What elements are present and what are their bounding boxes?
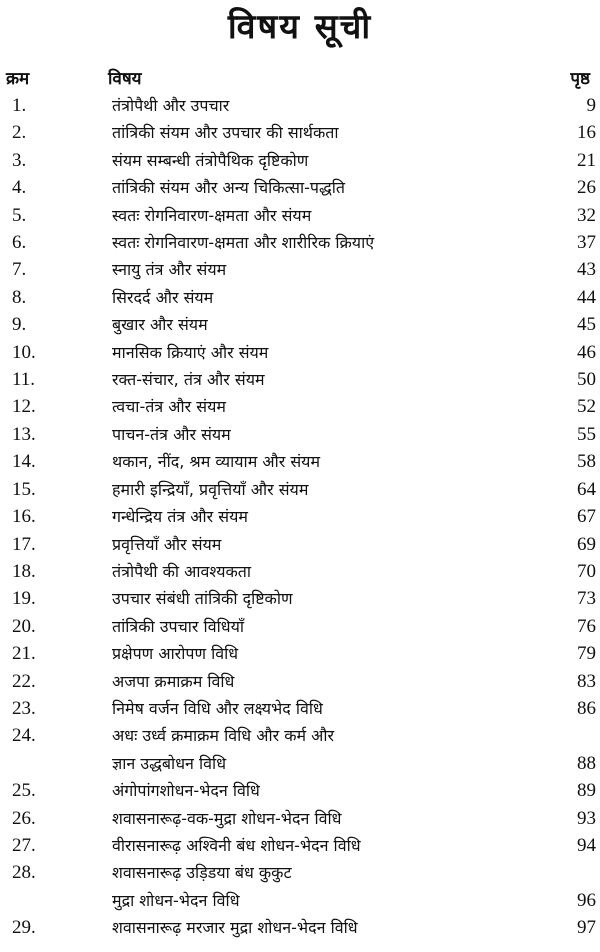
entry-subject-line: थकान, नींद, श्रम व्यायाम और संयम [112, 452, 321, 472]
contents-entry [0, 558, 600, 585]
entry-number: 23. [12, 697, 36, 719]
entry-number: 26. [12, 807, 36, 829]
entry-number: 6. [12, 232, 27, 254]
entry-subject [112, 859, 540, 914]
contents-entry [0, 668, 600, 695]
contents-entry [0, 147, 600, 174]
entry-number: 9. [12, 314, 27, 336]
entry-number: 5. [12, 204, 27, 226]
entry-subject-line: रक्त-संचार, तंत्र और संयम [112, 370, 265, 390]
entry-subject [112, 421, 540, 448]
entry-subject-line: तंत्रोपैथी की आवश्यकता [112, 561, 252, 581]
entry-subject-line: मुद्रा शोधन-भेदन विधि [112, 890, 240, 910]
entry-subject-line: स्वतः रोगनिवारण-क्षमता और शारीरिक क्रियाएं [112, 233, 375, 253]
contents-entry [0, 284, 600, 311]
contents-entry [0, 339, 600, 366]
entry-page-number: 37 [577, 232, 596, 254]
entry-number: 19. [12, 588, 36, 610]
entry-subject-line: हमारी इन्द्रियाँ, प्रवृत्तियाँ और संयम [112, 479, 309, 499]
entry-number: 16. [12, 506, 36, 528]
entry-subject [112, 448, 540, 475]
contents-entry [0, 92, 600, 119]
entry-page-number: 69 [577, 533, 596, 555]
entry-subject-line: उपचार संबंधी तांत्रिकी दृष्टिकोण [112, 589, 293, 609]
entry-number: 29. [12, 917, 36, 939]
entry-number: 2. [12, 122, 27, 144]
entry-page-number: 52 [577, 396, 596, 418]
entry-number: 10. [12, 341, 36, 363]
contents-entry [0, 722, 600, 777]
entry-subject-line: पाचन-तंत्र और संयम [112, 424, 231, 444]
entry-page-number: 16 [577, 122, 596, 144]
entry-subject [112, 92, 540, 119]
entry-number: 22. [12, 670, 36, 692]
contents-entry [0, 695, 600, 722]
entry-page-number: 50 [577, 369, 596, 391]
entry-subject-line: संयम सम्बन्धी तंत्रोपैथिक दृष्टिकोण [112, 150, 309, 170]
entry-page-number: 79 [577, 643, 596, 665]
contents-entry [0, 256, 600, 283]
contents-entry [0, 613, 600, 640]
entry-page-number: 46 [577, 341, 596, 363]
entry-page-number: 94 [577, 834, 596, 856]
entry-page-number: 43 [577, 259, 596, 281]
entry-subject [112, 476, 540, 503]
entry-subject-line: शवासनारूढ़ मरजार मुद्रा शोधन-भेदन विधि [112, 918, 358, 938]
entry-number: 11. [12, 369, 36, 391]
entry-subject-line: तांत्रिकी संयम और उपचार की सार्थकता [112, 123, 339, 143]
contents-list [0, 92, 600, 942]
entry-number: 1. [12, 95, 27, 116]
entry-number: 28. [12, 862, 36, 884]
entry-subject [112, 503, 540, 530]
contents-entry [0, 202, 600, 229]
contents-entry [0, 366, 600, 393]
contents-entry [0, 393, 600, 420]
entry-number: 12. [12, 396, 36, 418]
entry-number: 4. [12, 177, 27, 199]
entry-subject-line: त्वचा-तंत्र और संयम [112, 397, 226, 417]
page-title: विषय सूची [227, 7, 373, 47]
column-header-subject: विषय [108, 69, 142, 89]
entry-page-number: 21 [577, 149, 596, 171]
entry-number: 24. [12, 725, 36, 747]
entry-subject-line: अंगोपांगशोधन-भेदन विधि [112, 781, 260, 801]
contents-entry [0, 503, 600, 530]
entry-subject-line: प्रक्षेपण आरोपण विधि [112, 644, 239, 664]
contents-entry [0, 914, 600, 941]
entry-page-number: 86 [577, 697, 596, 719]
contents-entry [0, 421, 600, 448]
entry-number: 18. [12, 560, 36, 582]
contents-entry [0, 229, 600, 256]
entry-subject-line: प्रवृत्तियाँ और संयम [112, 534, 222, 554]
entry-page-number: 45 [577, 314, 596, 336]
contents-entry [0, 531, 600, 558]
entry-subject [112, 640, 540, 667]
entry-subject [112, 147, 540, 174]
entry-subject [112, 531, 540, 558]
entry-subject-line: वीरासनारूढ़ अश्विनी बंध शोधन-भेदन विधि [112, 835, 361, 855]
entry-page-number: 96 [577, 889, 596, 911]
entry-subject [112, 256, 540, 283]
contents-entry [0, 585, 600, 612]
entry-page-number: 73 [577, 588, 596, 610]
entry-page-number: 26 [577, 177, 596, 199]
entry-page-number: 64 [577, 478, 596, 500]
entry-page-number: 58 [577, 451, 596, 473]
entry-subject [112, 339, 540, 366]
entry-subject [112, 229, 540, 256]
contents-entry [0, 448, 600, 475]
entry-subject [112, 366, 540, 393]
contents-entry [0, 174, 600, 201]
contents-entry [0, 311, 600, 338]
entry-subject-line: अधः उर्ध्व क्रमाक्रम विधि और कर्म और [112, 726, 335, 746]
contents-entry [0, 832, 600, 859]
entry-subject-line: तंत्रोपैथी और उपचार [112, 96, 230, 115]
entry-subject-line: स्नायु तंत्र और संयम [112, 260, 227, 280]
entry-page-number: 70 [577, 560, 596, 582]
contents-entry [0, 476, 600, 503]
entry-subject-line: सिरदर्द और संयम [112, 287, 214, 307]
entry-subject-line: तांत्रिकी संयम और अन्य चिकित्सा-पद्धति [112, 178, 345, 198]
entry-subject [112, 119, 540, 146]
entry-number: 25. [12, 780, 36, 802]
entry-subject [112, 311, 540, 338]
contents-entry [0, 859, 600, 914]
entry-number: 27. [12, 834, 36, 856]
entry-subject [112, 695, 540, 722]
entry-subject-line: स्वतः रोगनिवारण-क्षमता और संयम [112, 205, 312, 225]
entry-page-number: 9 [586, 95, 596, 116]
contents-entry [0, 640, 600, 667]
entry-subject [112, 284, 540, 311]
entry-number: 7. [12, 259, 27, 281]
entry-subject [112, 202, 540, 229]
entry-subject [112, 393, 540, 420]
entry-page-number: 32 [577, 204, 596, 226]
entry-subject [112, 832, 540, 859]
entry-subject-line: गन्धेन्द्रिय तंत्र और संयम [112, 507, 248, 527]
entry-page-number: 89 [577, 780, 596, 802]
entry-page-number: 83 [577, 670, 596, 692]
entry-subject-line: बुखार और संयम [112, 315, 208, 335]
column-header-page: पृष्ठ [570, 69, 590, 89]
column-header-number: क्रम [6, 69, 30, 89]
entry-subject [112, 805, 540, 832]
entry-subject [112, 914, 540, 941]
entry-subject [112, 777, 540, 804]
entry-subject [112, 613, 540, 640]
entry-subject-line: शवासनारूढ़ उड़िडया बंध कुकुट [112, 863, 292, 883]
entry-number: 14. [12, 451, 36, 473]
entry-subject-line: मानसिक क्रियाएं और संयम [112, 342, 269, 362]
entry-page-number: 93 [577, 807, 596, 829]
entry-number: 17. [12, 533, 36, 555]
entry-subject [112, 558, 540, 585]
contents-entry [0, 805, 600, 832]
column-header-row [0, 66, 600, 92]
entry-page-number: 55 [577, 423, 596, 445]
entry-subject [112, 585, 540, 612]
entry-subject-line: ज्ञान उद्धबोधन विधि [112, 753, 227, 773]
entry-number: 13. [12, 423, 36, 445]
entry-subject-line: शवासनारूढ़-वक-मुद्रा शोधन-भेदन विधि [112, 808, 342, 828]
entry-page-number: 44 [577, 286, 596, 308]
contents-entry [0, 777, 600, 804]
entry-subject-line: तांत्रिकी उपचार विधियाँ [112, 616, 244, 636]
entry-page-number: 88 [577, 752, 596, 774]
entry-page-number: 76 [577, 615, 596, 637]
entry-subject [112, 722, 540, 777]
entry-number: 8. [12, 286, 27, 308]
entry-subject [112, 174, 540, 201]
entry-number: 15. [12, 478, 36, 500]
entry-number: 3. [12, 149, 27, 171]
entry-subject-line: निमेष वर्जन विधि और लक्ष्यभेद विधि [112, 698, 323, 718]
entry-subject-line: अजपा क्रमाक्रम विधि [112, 671, 235, 691]
entry-number: 21. [12, 643, 36, 665]
entry-page-number: 97 [577, 917, 596, 939]
entry-subject [112, 668, 540, 695]
entry-number: 20. [12, 615, 36, 637]
contents-entry [0, 119, 600, 146]
entry-page-number: 67 [577, 506, 596, 528]
